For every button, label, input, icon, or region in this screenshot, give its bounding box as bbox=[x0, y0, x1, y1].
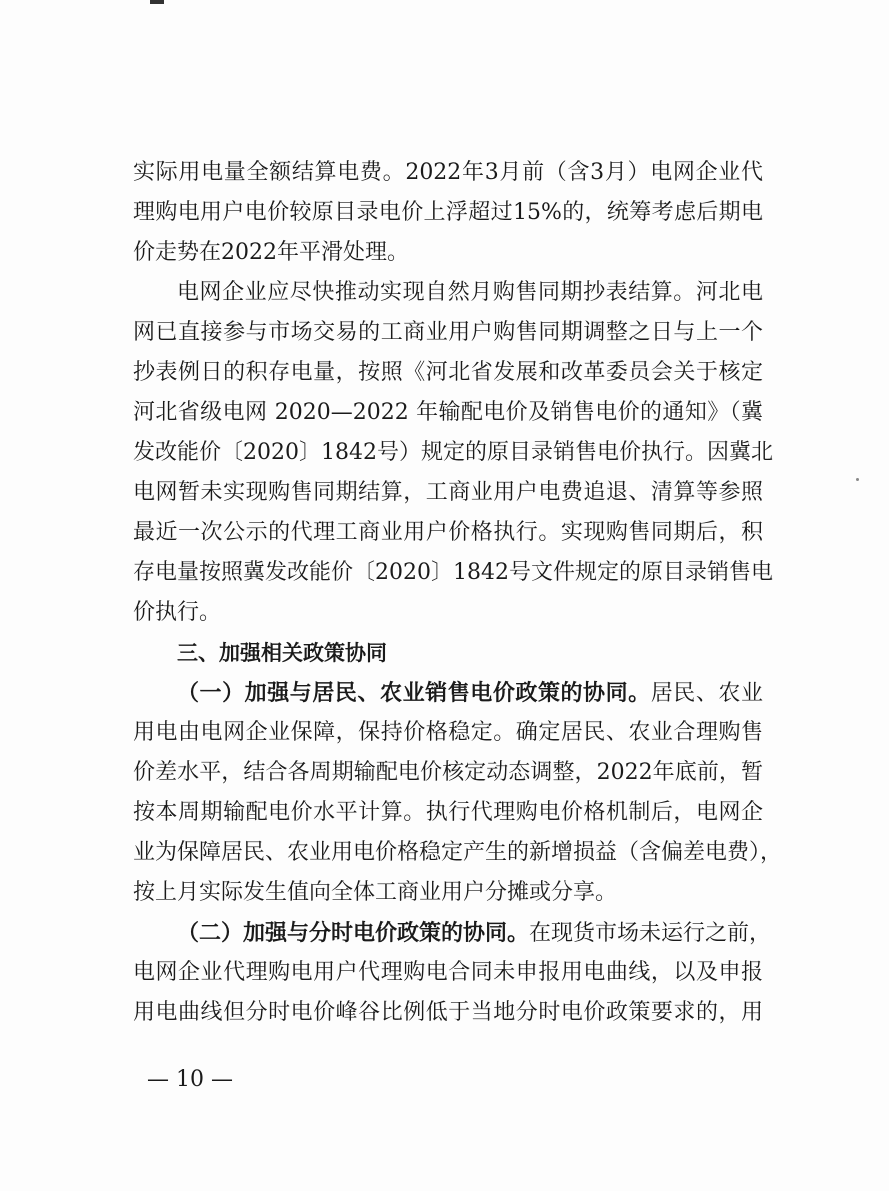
paragraph-line: 存电量按照冀发改能价〔2020〕1842号文件规定的原目录销售电 bbox=[133, 560, 773, 585]
paragraph-line: 抄表例日的积存电量，按照《河北省发展和改革委员会关于核定 bbox=[133, 360, 763, 385]
page-number: — 10 — bbox=[147, 1067, 233, 1092]
paragraph-line: 电网暂未实现购售同期结算，工商业用户电费追退、清算等参照 bbox=[133, 480, 763, 505]
subsection-text: 居民、农业 bbox=[650, 681, 763, 706]
paragraph-line: 价差水平，结合各周期输配电价核定动态调整，2022年底前，暂 bbox=[133, 760, 763, 785]
subsection-title: （二）加强与分时电价政策的协同。 bbox=[177, 920, 530, 946]
paragraph-line: 价走势在2022年平滑处理。 bbox=[133, 240, 409, 265]
paragraph-line: 理购电用户电价较原目录电价上浮超过15%的，统筹考虑后期电 bbox=[133, 200, 763, 225]
scan-artifact bbox=[150, 0, 164, 4]
paragraph-line: 网已直接参与市场交易的工商业用户购售同期调整之日与上一个 bbox=[133, 320, 763, 345]
scan-speck bbox=[856, 478, 859, 481]
subsection-first-line bbox=[133, 913, 772, 953]
subsection-title: （一）加强与居民、农业销售电价政策的协同。 bbox=[177, 680, 651, 706]
paragraph-line: 河北省级电网 2020—2022 年输配电价及销售电价的通知》（冀 bbox=[133, 400, 763, 425]
subsection-first-line bbox=[133, 673, 763, 713]
paragraph-line: 最近一次公示的代理工商业用户价格执行。实现购售同期后，积 bbox=[133, 520, 763, 545]
paragraph-line: 按上月实际发生值向全体工商业用户分摊或分享。 bbox=[133, 880, 618, 905]
section-heading: 三、加强相关政策协同 bbox=[177, 641, 387, 665]
body-text bbox=[133, 153, 783, 1033]
paragraph-line: 业为保障居民、农业用电价格稳定产生的新增损益（含偏差电费）， bbox=[133, 840, 783, 865]
paragraph-line: 用电曲线但分时电价峰谷比例低于当地分时电价政策要求的，用 bbox=[133, 1000, 763, 1025]
paragraph-line: 用电由电网企业保障，保持价格稳定。确定居民、农业合理购售 bbox=[133, 720, 763, 745]
paragraph-line: 按本周期输配电价水平计算。执行代理购电价格机制后，电网企 bbox=[133, 800, 763, 825]
paragraph-line: 电网企业应尽快推动实现自然月购售同期抄表结算。河北电 bbox=[177, 280, 763, 305]
paragraph-line: 电网企业代理购电用户代理购电合同未申报用电曲线，以及申报 bbox=[133, 960, 763, 985]
paragraph-line: 发改能价〔2020〕1842号）规定的原目录销售电价执行。因冀北 bbox=[133, 440, 773, 465]
paragraph-line: 实际用电量全额结算电费。2022年3月前（含3月）电网企业代 bbox=[133, 160, 763, 185]
paragraph-line: 价执行。 bbox=[133, 600, 222, 625]
subsection-text: 在现货市场未运行之前， bbox=[529, 921, 772, 946]
